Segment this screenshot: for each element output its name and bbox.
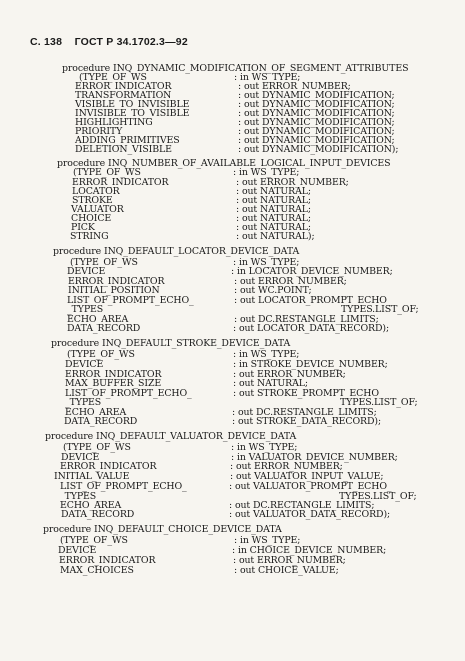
parameter-type: : out NATURAL; bbox=[236, 195, 311, 206]
parameter-type: : out NATURAL; bbox=[236, 186, 311, 197]
parameter-name: INITIAL_POSITION bbox=[68, 285, 160, 296]
parameter-name: ECHO_AREA bbox=[67, 314, 129, 325]
parameter-type: TYPES.LIST_OF; bbox=[340, 397, 418, 408]
procedure-declaration: procedure INQ_NUMBER_OF_AVAILABLE_LOGICAL_INPUT_DEVICES bbox=[57, 158, 391, 169]
parameter-type: : out ERROR_NUMBER; bbox=[238, 81, 351, 92]
parameter-type: : out STROKE_PROMPT_ECHO_ bbox=[233, 388, 384, 399]
parameter-name: MAX_CHOICES bbox=[60, 565, 134, 576]
parameter-name: (TYPE_OF_WS bbox=[60, 535, 128, 546]
parameter-name: DEVICE bbox=[65, 359, 104, 370]
parameter-type: : out ERROR_NUMBER; bbox=[233, 369, 346, 380]
parameter-name: INVISIBLE_TO_VISIBLE bbox=[75, 108, 190, 119]
parameter-type: : out DYNAMIC_MODIFICATION; bbox=[238, 135, 395, 146]
procedure-declaration: procedure INQ_DYNAMIC_MODIFICATION_OF_SEGMENT_ATTRIBUTES bbox=[62, 63, 409, 74]
parameter-type: : out DC.RESTANGLE_LIMITS; bbox=[234, 314, 379, 325]
parameter-type: : out NATURAL; bbox=[236, 222, 311, 233]
parameter-name: _TYPES bbox=[65, 397, 102, 408]
parameter-name: (TYPE_OF_WS bbox=[73, 167, 141, 178]
parameter-name: (TYPE_OF_WS bbox=[67, 349, 135, 360]
parameter-type: : out CHOICE_VALUE; bbox=[234, 565, 339, 576]
page-number: С. 138 bbox=[30, 36, 63, 48]
parameter-type: : out ERROR_NUMBER; bbox=[236, 177, 349, 188]
standard-designation: ГОСТ Р 34.1702.3—92 bbox=[74, 36, 188, 48]
parameter-name: INITIAL_VALUE bbox=[54, 471, 130, 482]
parameter-type: : out DYNAMIC_MODIFICATION; bbox=[238, 108, 395, 119]
parameter-name: PRIORITY bbox=[75, 126, 123, 137]
parameter-type: : in LOCATOR_DEVICE_NUMBER; bbox=[231, 266, 393, 277]
parameter-name: ERROR_INDICATOR bbox=[59, 555, 156, 566]
parameter-name: DATA_RECORD bbox=[67, 323, 141, 334]
parameter-name: DEVICE bbox=[58, 545, 97, 556]
parameter-type: : out ERROR_NUMBER; bbox=[234, 276, 347, 287]
parameter-name: STRING bbox=[70, 231, 109, 242]
parameter-name: PICK bbox=[71, 222, 95, 233]
parameter-type: : in WS_TYPE; bbox=[231, 442, 298, 453]
parameter-type: : out ERROR_NUMBER; bbox=[230, 461, 343, 472]
parameter-type: : in WS_TYPE; bbox=[234, 535, 301, 546]
parameter-name: VISIBLE_TO_INVISIBLE bbox=[75, 99, 190, 110]
parameter-name: ERROR_INDICATOR bbox=[72, 177, 169, 188]
parameter-type: : out LOCATOR_PROMPT_ECHO_ bbox=[234, 295, 392, 306]
parameter-type: : out VALUATOR_INPUT_VALUE; bbox=[230, 471, 384, 482]
parameter-type: : out ERROR_NUMBER; bbox=[233, 555, 346, 566]
parameter-name: LIST_OF_PROMPT_ECHO_ bbox=[60, 481, 187, 492]
parameter-type: : out DYNAMIC_MODIFICATION; bbox=[238, 126, 395, 137]
parameter-name: VALUATOR bbox=[71, 204, 124, 215]
parameter-name: LIST_OF_PROMPT_ECHO_ bbox=[65, 388, 192, 399]
parameter-name: DEVICE bbox=[67, 266, 106, 277]
parameter-type: : in WS_TYPE; bbox=[233, 257, 300, 268]
parameter-type: : out NATURAL); bbox=[236, 231, 315, 242]
parameter-name: (TYPE_OF_WS bbox=[79, 72, 147, 83]
parameter-type: : in STROKE_DEVICE_NUMBER; bbox=[233, 359, 388, 370]
procedure-declaration: procedure INQ_DEFAULT_LOCATOR_DEVICE_DATA bbox=[53, 246, 300, 257]
parameter-type: : in WS_TYPE; bbox=[234, 72, 301, 83]
parameter-name: ECHO_AREA bbox=[60, 500, 122, 511]
parameter-type: : out DYNAMIC_MODIFICATION; bbox=[238, 99, 395, 110]
parameter-type: : in VALUATOR_DEVICE_NUMBER; bbox=[231, 452, 398, 463]
parameter-type: : out DC.RESTANGLE_LIMITS; bbox=[232, 407, 377, 418]
parameter-name: HIGHLIGHTING bbox=[75, 117, 153, 128]
parameter-type: : out LOCATOR_DATA_RECORD); bbox=[233, 323, 390, 334]
parameter-name: ADDING_PRIMITIVES bbox=[75, 135, 180, 146]
parameter-type: : out VALUATOR_DATA_RECORD); bbox=[229, 509, 391, 520]
parameter-type: : out DYNAMIC_MODIFICATION; bbox=[238, 117, 395, 128]
parameter-name: TRANSFORMATION bbox=[75, 90, 172, 101]
parameter-name: _TYPES bbox=[67, 304, 104, 315]
parameter-name: DATA_RECORD bbox=[64, 416, 138, 427]
parameter-type: : out WC.POINT; bbox=[234, 285, 312, 296]
parameter-type: TYPES.LIST_OF; bbox=[341, 304, 419, 315]
parameter-name: MAX_BUFFER_SIZE bbox=[65, 378, 162, 389]
parameter-type: : out NATURAL; bbox=[236, 204, 311, 215]
parameter-type: : out NATURAL; bbox=[236, 213, 311, 224]
parameter-name: DATA_RECORD bbox=[61, 509, 135, 520]
parameter-name: STROKE bbox=[72, 195, 113, 206]
parameter-name: (TYPE_OF_WS bbox=[63, 442, 131, 453]
parameter-name: DELETION_VISIBLE bbox=[75, 144, 172, 155]
page-header bbox=[30, 36, 188, 48]
parameter-name: DEVICE bbox=[61, 452, 100, 463]
parameter-type: : out STROKE_DATA_RECORD); bbox=[232, 416, 382, 427]
parameter-name: LOCATOR bbox=[72, 186, 120, 197]
parameter-name: ERROR_INDICATOR bbox=[68, 276, 165, 287]
parameter-type: TYPES.LIST_OF; bbox=[339, 491, 417, 502]
parameter-name: CHOICE bbox=[71, 213, 112, 224]
parameter-name: ERROR_INDICATOR bbox=[60, 461, 157, 472]
parameter-name: ERROR_INDICATOR bbox=[75, 81, 172, 92]
parameter-name: (TYPE_OF_WS bbox=[70, 257, 138, 268]
parameter-type: : in CHOICE_DEVICE_NUMBER; bbox=[232, 545, 387, 556]
procedure-declaration: procedure INQ_DEFAULT_STROKE_DEVICE_DATA bbox=[51, 338, 291, 349]
parameter-type: : out VALUATOR_PROMPT_ECHO_ bbox=[229, 481, 392, 492]
procedure-declaration: procedure INQ_DEFAULT_CHOICE_DEVICE_DATA bbox=[43, 524, 282, 535]
parameter-type: : out DYNAMIC_MODIFICATION); bbox=[238, 144, 399, 155]
parameter-name: ERROR_INDICATOR bbox=[65, 369, 162, 380]
parameter-name: _TYPES_ bbox=[60, 491, 101, 502]
parameter-type: : out DC.RECTANGLE_LIMITS; bbox=[229, 500, 375, 511]
parameter-type: : in WS_TYPE; bbox=[233, 349, 300, 360]
parameter-name: LIST_OF_PROMPT_ECHO_ bbox=[67, 295, 194, 306]
parameter-name: ECHO_AREA bbox=[65, 407, 127, 418]
parameter-type: : out NATURAL; bbox=[233, 378, 308, 389]
parameter-type: : in WS_TYPE; bbox=[233, 167, 300, 178]
parameter-type: : out DYNAMIC_MODIFICATION; bbox=[238, 90, 395, 101]
procedure-declaration: procedure INQ_DEFAULT_VALUATOR_DEVICE_DATA bbox=[45, 431, 297, 442]
